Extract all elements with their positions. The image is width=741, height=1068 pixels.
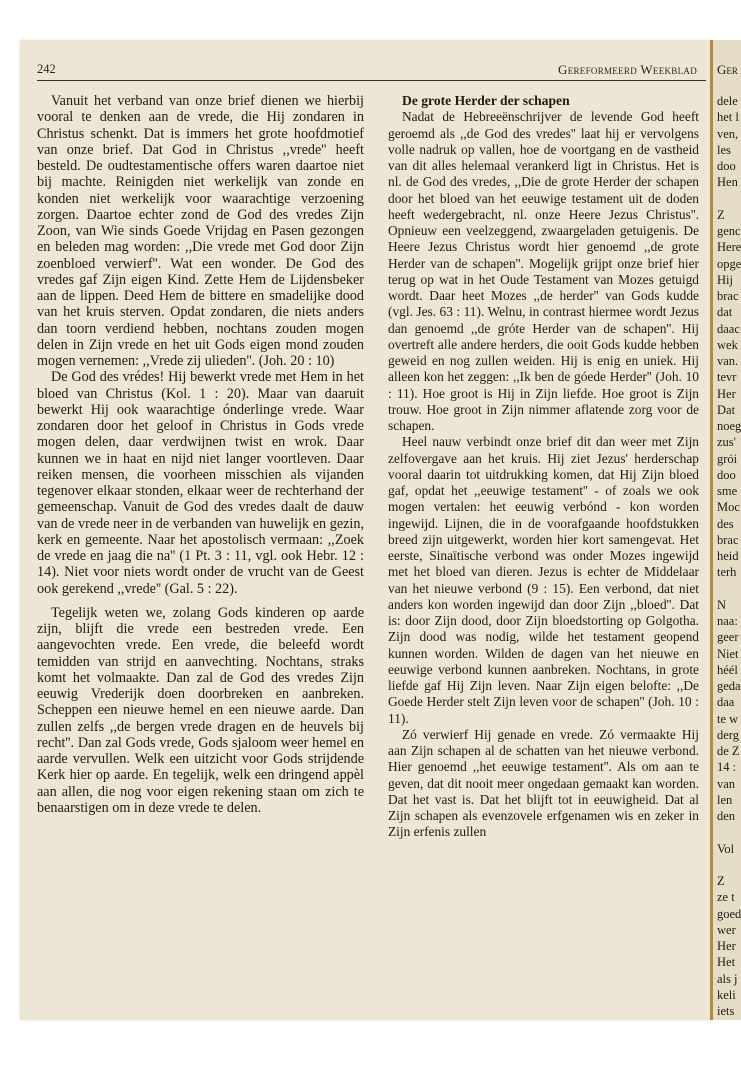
edge-fragment: brac (717, 532, 739, 547)
edge-fragment (717, 191, 741, 207)
edge-fragment: het l (717, 110, 739, 125)
edge-fragment: te w (717, 711, 739, 726)
edge-fragment: genc (717, 224, 741, 238)
edge-fragment: heid (717, 549, 739, 563)
edge-fragment: Dat (717, 402, 736, 417)
edge-fragment: Het (717, 955, 736, 970)
edge-fragment: brac (717, 289, 739, 303)
edge-fragment: daa (717, 695, 735, 710)
edge-fragment: de Z (717, 744, 740, 758)
right-column (388, 93, 699, 841)
edge-fragment: wek (717, 337, 738, 352)
edge-fragment: opge (717, 256, 741, 271)
paragraph: Zó verwierf Hij genade en vrede. Zó vermaakte Hij aan Zijn schapen al de schatten van het nieuwe verbond. Hier genoemd ,,het eeuwige testament''. Als om aan te geven, dat dit nooit meer ongedaan gemaakt kan worden. Dat het vast is. Dat het blijft tot in eeuwigheid. Dat al Zijn schapen als evenzovele erfgenamen wis en zeker in Zijn erfenis zullen (388, 726, 699, 840)
edge-fragment: van. (717, 354, 739, 368)
section-heading: De grote Herder der schapen (402, 93, 570, 108)
edge-fragment: naa: (717, 614, 738, 628)
edge-fragment: ze t (717, 890, 735, 905)
edge-fragment: sme (717, 484, 738, 498)
edge-fragment: wer (717, 922, 736, 937)
edge-fragment: dele (717, 94, 738, 108)
edge-fragment: daac (717, 321, 740, 336)
header-rule (37, 80, 706, 81)
edge-fragment: grói (717, 451, 738, 466)
edge-fragment: Z (717, 874, 725, 888)
journal-name: Gereformeerd Weekblad (558, 62, 697, 77)
edge-fragment: iets (717, 1004, 735, 1018)
paragraph: Heel nauw verbindt onze brief dit dan weer met Zijn zelfovergave aan het kruis. Hij ziet Jezus' herderschap vooral daarin tot uitdrukking komen, dat Hij Zijn bloed gaf, opdat het ,,eeuwige testament'' - of zoals we ook mogen vertalen: het eeuwig verbónd - kon worden ingewijd. Lijnen, die in de voorafgaande hoofdstukken breed zijn uitgewerkt, worden hier kort samengevat. Het eerste, Sinaïtische verbond was onder Mozes ingewijd met het bloed van dieren. Jezus is echter de Middelaar van het nieuwe verbond (9 : 15). Een verbond, dat niet anders kon worden ingewijd dan door Zijn ,,bloed''. Dat is: door Zijn dood, door Zijn bloedstorting op Golgotha. Zijn dood was nodig, wilde het testament geopend kunnen worden. Wilden de dagen van het nieuwe en eeuwige verbond kunnen aanbreken. Nochtans, in grote liefde gaf Hij Zijn leven. Naar Zijn eigen belofte: ,,De Goede Herder stelt Zijn leven voor de schapen'' (Joh. 10 : 11). (388, 434, 699, 726)
edge-fragment: les (717, 142, 731, 157)
edge-fragment: noeg (717, 419, 741, 433)
edge-fragment: goed (717, 906, 741, 921)
edge-fragment: Hij (717, 272, 733, 287)
edge-fragment: Niet (717, 646, 739, 661)
edge-fragment: als j (717, 971, 738, 986)
edge-fragment: van (717, 776, 736, 791)
next-page-text-fragments (717, 93, 741, 1019)
edge-fragment: Here (717, 240, 741, 255)
edge-fragment: tevr (717, 370, 737, 385)
edge-fragment: dat (717, 305, 733, 320)
edge-fragment: Vol (717, 841, 735, 856)
edge-fragment (717, 824, 741, 840)
edge-fragment: Her (717, 386, 736, 401)
edge-fragment: len (717, 792, 733, 807)
edge-fragment: keli (717, 987, 736, 1002)
left-column (37, 93, 364, 816)
next-page-journal-fragment: Ger (717, 62, 738, 77)
edge-fragment: 14 : (717, 760, 737, 775)
paragraph: Tegelijk weten we, zolang Gods kinderen op aarde zijn, blijft die vrede een bestreden vrede. Een aangevochten vrede. Een vrede, die beleefd wordt temidden van strijd en aanvechting. Nochtans, straks komt het volmaakte. Dan zal de God des vredes Zijn eeuwig Vrederijk doen doorbreken en aanbreken. Scheppen een nieuwe hemel en een nieuwe aarde. Dan zullen zelfs ,,de bergen vrede dragen en de heuvels bij recht''. Dan zal Gods vrede, Gods sjaloom weer hemel en aarde vervullen. Welk een uitzicht voor Gods strijdende Kerk hier op aarde. En tegelijk, welk een dringend appèl aan allen, die nog voor eigen rekening staan om zich te benaarstigen om in deze vrede te delen. (37, 604, 364, 816)
edge-fragment: doo (717, 159, 736, 173)
edge-fragment: N (717, 597, 727, 612)
edge-fragment: terh (717, 565, 737, 580)
edge-fragment: geer (717, 630, 739, 645)
page-header (37, 62, 697, 78)
edge-fragment: des (717, 516, 734, 531)
edge-fragment: Her (717, 939, 736, 953)
edge-fragment: den (717, 809, 736, 823)
edge-fragment: héél (717, 662, 738, 677)
page-number: 242 (37, 62, 56, 76)
edge-fragment: geda (717, 679, 741, 693)
edge-fragment: Moc (717, 500, 740, 515)
paragraph: Vanuit het verband van onze brief dienen we hierbij vooral te denken aan de vrede, die Hij zondaren in Christus schenkt. Dat is immers het grote hoofdmotief van onze brief. Dat God in Christus ,,vrede'' heeft besteld. De oudtestamentische offers waren daartoe niet bij machte. Reinigden niet werkelijk van zonde en konden niet werkelijk voor waarachtige verzoening zorgen. Daartoe echter zond de God des vredes Zijn Zoon, van Wie sinds Goede Vrijdag en Pasen gezongen en beleden mag worden: ,,Die vrede met God door Zijn zoenbloed verwierf''. Wat een wonder. De God des vredes gaf Zijn eigen Kind. Zette Hem de Lijdensbeker aan de lippen. Deed Hem de bittere en smadelijke dood van het kruis sterven. Opdat zondaren, die niets anders dan toorn verdiend hebben, nochtans zouden mogen delen in Zijn vrede en het uit Gods eigen mond zouden mogen vernemen: ,,Vrede zij ulieden''. (Joh. 20 : 10) (37, 93, 364, 369)
edge-fragment: ven, (717, 126, 739, 141)
edge-fragment (717, 857, 741, 873)
edge-fragment: Z (717, 207, 725, 222)
next-page-edge (710, 40, 741, 1020)
edge-fragment (717, 581, 741, 597)
paragraph: De God des vrédes! Hij bewerkt vrede met Hem in het bloed van Christus (Kol. 1 : 20). Maar van daaruit bewerkt Hij ook waarachtige ónderlinge vrede. Waar zondaren door het geloof in Christus in Gods vrede mogen delen, daar verdwijnen twist en wrok. Daar kunnen we in haat en nijd niet langer voortleven. Daar reiken mensen, die voorheen misschien als vijanden tegenover elkaar stonden, elkaar weer de rechterhand der gemeenschap. Vanuit de God des vredes daalt de dauw van de vrede neer in de verbanden van huwelijk en gezin, kerk en gemeente. Naar het apostolisch vermaan: ,,Zoek de vrede en jaag die na'' (1 Pt. 3 : 11, vgl. ook Hebr. 12 : 14). Niet voor niets wordt onder de vrucht van de Geest ook gerekend ,,vrede'' (Gal. 5 : 22). (37, 369, 364, 597)
edge-fragment: Hen (717, 175, 738, 190)
edge-fragment: zus' (717, 435, 736, 450)
edge-fragment: derg (717, 727, 739, 742)
paragraph: Nadat de Hebreeënschrijver de levende God heeft geroemd als ,,de God des vredes'' laat hij er vervolgens volle nadruk op vallen, hoe de voortgang en de vastheid van dit alles helemaal verankerd ligt in Christus. Het is nl. de God des vredes, ,,Die de grote Herder der schapen door het bloed van het eeuwige testament uit de doden heeft wedergebracht, nl. onze Heere Jezus Christus''. Opnieuw een veelzeggend, zwaargeladen getuigenis. De Heere Jezus Christus wordt hier genoemd ,,de grote Herder van de schapen''. Mogelijk grijpt onze brief hier terug op wat in het Oude Testament van Mozes getuigd wordt. Daar heet Mozes ,,de herder'' van Gods kudde (vgl. Jes. 63 : 11). Welnu, in contrast hiermee wordt Jezus dan genoemd ,,de gróte Herder van de schapen''. Hij overtreft alle andere herders, die ooit Gods kudde hebben geweid en nog zullen weiden. Hij is enig en uniek. Hij alleen kon het zeggen: ,,Ik ben de góede Herder'' (Joh. 10 : 11). Hoe groot is Hij in Zijn liefde. Hoe groot is Zijn trouw. Hoe groot in Zijn nimmer aflatende zorg voor de schapen. (388, 109, 699, 433)
edge-fragment: doo (717, 467, 736, 482)
